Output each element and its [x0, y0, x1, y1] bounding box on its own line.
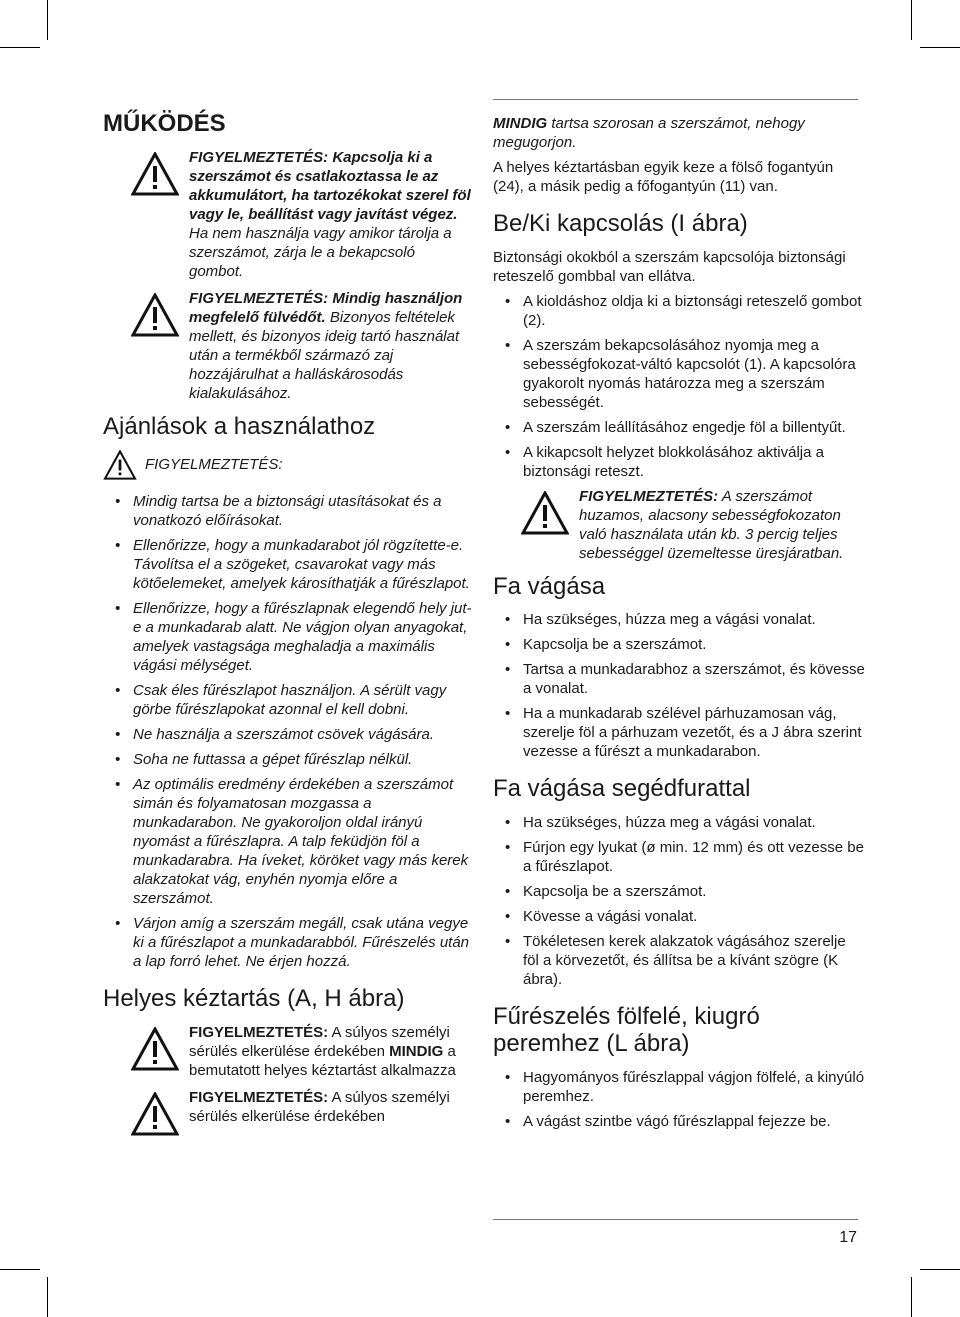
list-item: • Ha szükséges, húzza meg a vágási vonalat. [493, 813, 865, 832]
warning-bold-text: Mindig használjon megfelelő fülvédőt. [189, 289, 463, 326]
list-item: • A kioldáshoz oldja ki a biztonsági reteszelő gombot (2). [493, 292, 865, 330]
heading-ajanlasok: Ajánlások a használathoz [103, 412, 376, 440]
list-item: • Csak éles fűrészlapot használjon. A sérült vagy görbe fűrészlapokat azonnal el kell dobni. [103, 681, 473, 719]
bottom-rule [493, 1219, 858, 1220]
warning-label: FIGYELMEZTETÉS: [189, 289, 329, 307]
warning-icon [131, 1027, 179, 1071]
warning-text: A szerszámot huzamos, alacsony sebességfokozaton való használata után kb. 3 percig teljes sebességgel üzemeltesse üresjáratban. [579, 487, 844, 562]
warning-label: FIGYELMEZTETÉS: [189, 1023, 329, 1041]
list-item: • Az optimális eredmény érdekében a szerszámot simán és folyamatosan mozgassa a munkadarabon. Ne gyakoroljon oldal irányú nyomást a fűrészlapra. A talp feküdjön föl a munkadarabra. Ha íveket, köröket vagy más kerek alakzatokat vág, enyhén nyomja előre a szerszámot. [103, 775, 473, 908]
left-column [103, 110, 473, 1134]
warning-block [103, 289, 473, 403]
bullet-list [493, 292, 865, 481]
list-item: • Kövesse a vágási vonalat. [493, 907, 865, 926]
list-item: • Soha ne futtassa a gépet fűrészlap nélkül. [103, 750, 473, 769]
heading-fa-segedfurat: Fa vágása segédfurattal [493, 775, 751, 803]
list-item: • A kikapcsolt helyzet blokkolásához aktiválja a biztonsági reteszt. [493, 443, 865, 481]
right-column [493, 114, 865, 1137]
warning-text: Ha nem használja vagy amikor tárolja a szerszámot, zárja le a bekapcsoló gombot. [189, 224, 452, 280]
warning-icon [521, 491, 569, 535]
list-item: • A szerszám bekapcsolásához nyomja meg a sebességfokozat-váltó kapcsolót (1). A kapcsolóra gyakorolt nyomás határozza meg a szerszám sebességét. [493, 336, 865, 412]
bullet-list [493, 610, 865, 761]
crop-mark [911, 1277, 912, 1317]
warning-block [493, 487, 865, 563]
paragraph [493, 114, 865, 152]
warning-icon [103, 450, 137, 480]
warning-block [103, 450, 473, 480]
page-number: 17 [839, 1229, 857, 1246]
heading-helyes: Helyes kéztartás (A, H ábra) [103, 985, 405, 1013]
list-item: • Kapcsolja be a szerszámot. [493, 635, 865, 654]
bullet-list [493, 1068, 865, 1131]
warning-text: a bemutatott helyes kéztartást alkalmazza [189, 1042, 456, 1079]
warning-text: Bizonyos feltételek mellett, és bizonyos ideig tartó használat után a termékből származó zaj hozzájárulhat a halláskárosodás kialakulásához. [189, 308, 460, 402]
warning-block [103, 148, 473, 281]
crop-mark [920, 1269, 960, 1270]
warning-text: A súlyos személyi sérülés elkerülése érdekében [189, 1088, 450, 1125]
warning-label: FIGYELMEZTETÉS: [579, 487, 719, 505]
crop-mark [920, 47, 960, 48]
warning-bold-text: MINDIG [389, 1042, 444, 1060]
list-item: • Ellenőrizze, hogy a fűrészlapnak elegendő hely jut-e a munkadarab alatt. Ne vágjon olyan anyagokat, amelyek vastagsága meghaladja a maximális vágási mélységet. [103, 599, 473, 675]
warning-block [103, 1088, 473, 1126]
crop-mark [47, 1277, 48, 1317]
warning-icon [131, 152, 179, 196]
list-item: • Várjon amíg a szerszám megáll, csak utána vegye ki a fűrészlapot a munkadarabból. Fűrészelés után a lap forró lehet. Ne érjen hozzá. [103, 914, 473, 971]
list-item: • Kapcsolja be a szerszámot. [493, 882, 865, 901]
top-rule [493, 99, 858, 100]
heading-mukodes: MŰKÖDÉS [103, 110, 226, 137]
crop-mark [911, 0, 912, 40]
list-item: • Hagyományos fűrészlappal vágjon fölfelé, a kinyúló peremhez. [493, 1068, 865, 1106]
list-item: • Ha a munkadarab szélével párhuzamosan vág, szerelje föl a párhuzam vezetőt, és a J ábra szerint vezesse a fűrészt a munkadarabon. [493, 704, 865, 761]
paragraph: Biztonsági okokból a szerszám kapcsolója biztonsági reteszelő gombbal van ellátva. [493, 248, 846, 285]
bold-word: MINDIG [493, 115, 548, 132]
list-item: • Ellenőrizze, hogy a munkadarabot jól rögzítette-e. Távolítsa el a szögeket, csavarokat vagy más kötőelemeket, amelyek károsíthatják a fűrészlapot. [103, 536, 473, 593]
list-item: • Fúrjon egy lyukat (ø min. 12 mm) és ott vezesse be a fűrészlapot. [493, 838, 865, 876]
crop-mark [47, 0, 48, 40]
list-item: • A szerszám leállításához engedje föl a billentyűt. [493, 418, 865, 437]
list-item: • A vágást szintbe vágó fűrészlappal fejezze be. [493, 1112, 865, 1131]
list-item: • Mindig tartsa be a biztonsági utasításokat és a vonatkozó előírásokat. [103, 492, 473, 530]
warning-block [103, 1023, 473, 1080]
text: tartsa szorosan a szerszámot, nehogy megugorjon. [493, 115, 805, 151]
heading-folfele: Fűrészelés fölfelé, kiugró peremhez (L ábra) [493, 1002, 760, 1058]
list-item: • Ha szükséges, húzza meg a vágási vonalat. [493, 610, 865, 629]
warning-label: FIGYELMEZTETÉS: [189, 1088, 329, 1106]
heading-fa: Fa vágása [493, 572, 606, 600]
warning-label: FIGYELMEZTETÉS: [189, 148, 329, 166]
list-item: • Tartsa a munkadarabhoz a szerszámot, és kövesse a vonalat. [493, 660, 865, 698]
bullet-list [103, 492, 473, 971]
warning-label: FIGYELMEZTETÉS: [145, 456, 283, 474]
warning-icon [131, 1092, 179, 1136]
heading-beki: Be/Ki kapcsolás (I ábra) [493, 210, 748, 237]
warning-text: A súlyos személyi sérülés elkerülése érdekében [189, 1023, 450, 1060]
crop-mark [0, 1269, 40, 1270]
list-item: • Tökéletesen kerek alakzatok vágásához szerelje föl a körvezetőt, és állítsa be a kívánt szögre (K ábra). [493, 932, 865, 989]
crop-mark [0, 47, 40, 48]
warning-icon [131, 293, 179, 337]
bullet-list [493, 813, 865, 989]
paragraph: A helyes kéztartásban egyik keze a fölső fogantyún (24), a másik pedig a főfogantyún (11) van. [493, 159, 834, 195]
list-item: • Ne használja a szerszámot csövek vágására. [103, 725, 473, 744]
warning-bold-text: Kapcsolja ki a szerszámot és csatlakoztassa le az akkumulátort, ha tartozékokat szerel föl vagy le, beállítást vagy javítást végez. [189, 148, 471, 223]
